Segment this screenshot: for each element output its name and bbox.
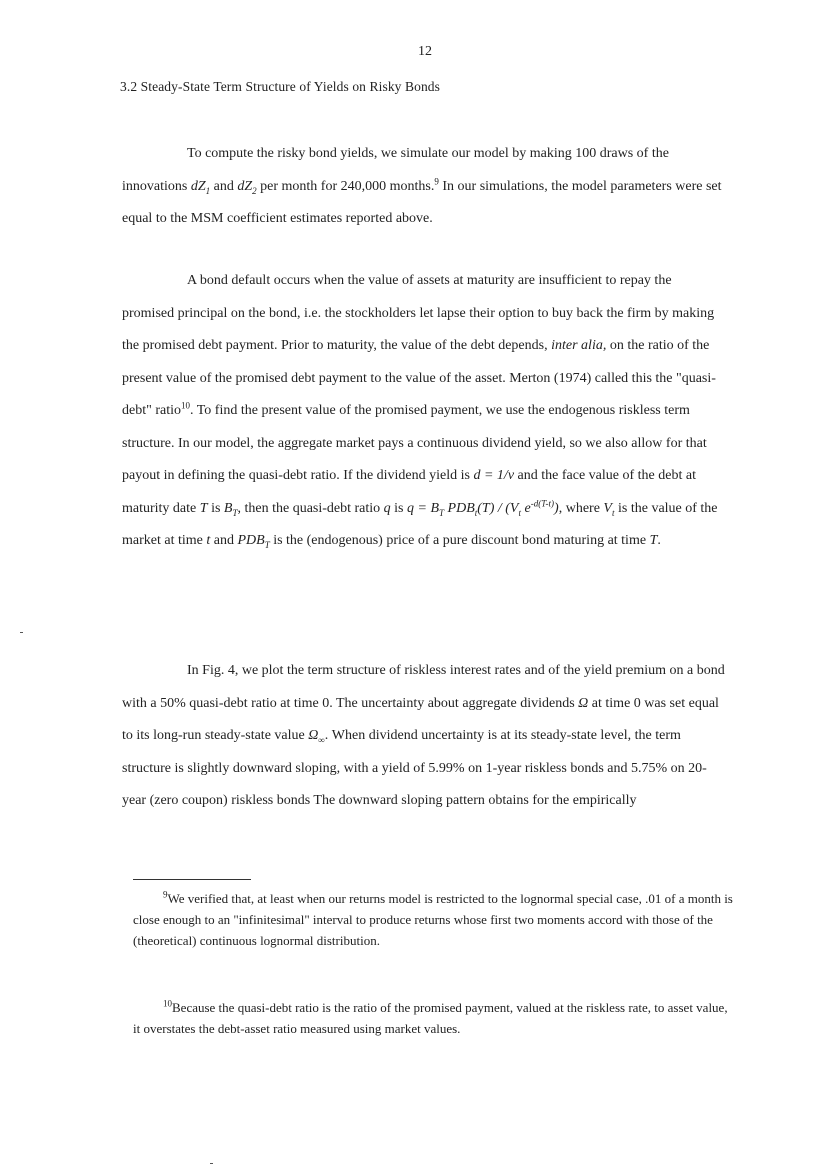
- footnote-10: [133, 997, 738, 1039]
- footnote-ref-10: 10: [180, 400, 190, 411]
- footnote-text: We verified that, at least when our returns model is restricted to the lognormal special case, .01 of a month is close enough to an "infinitesimal" interval to produce returns whose first two moments accord with those of the (theoretical) continuous lognormal distribution.: [133, 891, 733, 948]
- text: . When dividend uncertainty is at its steady-state level, the term structure is slightly downward sloping, with a yield of 5.99% on 1-year riskless bonds and 5.75% on 20-year (zero coupon) riskless bonds The downward sloping pattern obtains for the empirically: [122, 728, 707, 808]
- math-T: T: [649, 533, 658, 548]
- text: and the face value of the debt at maturity date: [122, 468, 696, 516]
- text: To compute the risky bond yields, we simulate our model by making 100 draws of the innovations: [122, 146, 669, 194]
- text: , then the quasi-debt ratio: [237, 500, 381, 516]
- math-omega: Ω: [578, 695, 589, 711]
- math-PDBT: $PDB_T$: [237, 533, 270, 550]
- math-Vt: $V_t$: [603, 500, 615, 518]
- margin-mark: [20, 632, 23, 633]
- text: .: [657, 533, 661, 548]
- text: at time 0 was set equal to its long-run steady-state value: [122, 695, 719, 743]
- text: is: [394, 500, 404, 516]
- emphasis: inter alia,: [551, 338, 607, 353]
- formula-quasi-debt: $q = B_T$ $PDB_t(T) / (V_t$ $e^{-d(T-t)}$): [407, 497, 559, 518]
- text: is the (endogenous) price of a pure discount bond maturing at time: [273, 533, 647, 548]
- text: A bond default occurs when the value of assets at maturity are insufficient to repay the promised principal on the bond, i.e. the stockholders let lapse their option to buy back the firm by making the promised debt payment. Prior to maturity, the value of the debt depends,: [122, 273, 715, 353]
- text: on the ratio of the present value of the promised debt payment to the value of the asset. Merton (1974) called this the "quasi-debt" ratio: [122, 338, 716, 418]
- math-omega-inf: $\Omega_\infty$: [308, 728, 325, 745]
- footnote-text: Because the quasi-debt ratio is the ratio of the promised payment, valued at the riskless rate, to asset value, it overstates the debt-asset ratio measured using market values.: [133, 1000, 728, 1036]
- paragraph-3: [122, 655, 727, 818]
- text: and: [213, 178, 234, 194]
- page-number: 12: [418, 44, 432, 59]
- text: per month for 240,000 months.: [260, 178, 435, 194]
- text: is: [211, 500, 221, 516]
- footnote-divider: [133, 879, 251, 880]
- math-t: t: [206, 533, 211, 548]
- math-q: q: [383, 500, 391, 516]
- text: In our simulations, the model parameters were set equal to the MSM coefficient estimates reported above.: [122, 178, 722, 226]
- text: and: [213, 533, 234, 548]
- footnote-mark: 9: [163, 889, 168, 900]
- paragraph-1: [122, 138, 727, 236]
- footnote-9: [133, 888, 738, 951]
- text: , where: [558, 500, 600, 516]
- math-BT: $B_T$: [223, 500, 238, 518]
- math-T: T: [199, 500, 208, 516]
- text: is the value of the market at time: [122, 500, 718, 548]
- math-dz1: $dZ_1$: [190, 178, 211, 196]
- math-dz2: $dZ_2$: [237, 178, 257, 196]
- paragraph-2: [122, 265, 727, 558]
- section-heading: 3.2 Steady-State Term Structure of Yields on Risky Bonds: [120, 79, 441, 94]
- text: . To find the present value of the promised payment, we use the endogenous riskless term structure. In our model, the aggregate market pays a continuous dividend yield, so we also allow for that payout in defining the quasi-debt ratio. If the dividend yield is: [122, 403, 707, 483]
- footnote-ref-9: 9: [434, 175, 439, 186]
- footnote-mark: 10: [163, 998, 172, 1009]
- text: In Fig. 4, we plot the term structure of riskless interest rates and of the yield premium on a bond with a 50% quasi-debt ratio at time 0. The uncertainty about aggregate dividends: [122, 663, 725, 711]
- margin-mark: [210, 1163, 213, 1164]
- math-dividend: d = 1/v: [473, 468, 515, 483]
